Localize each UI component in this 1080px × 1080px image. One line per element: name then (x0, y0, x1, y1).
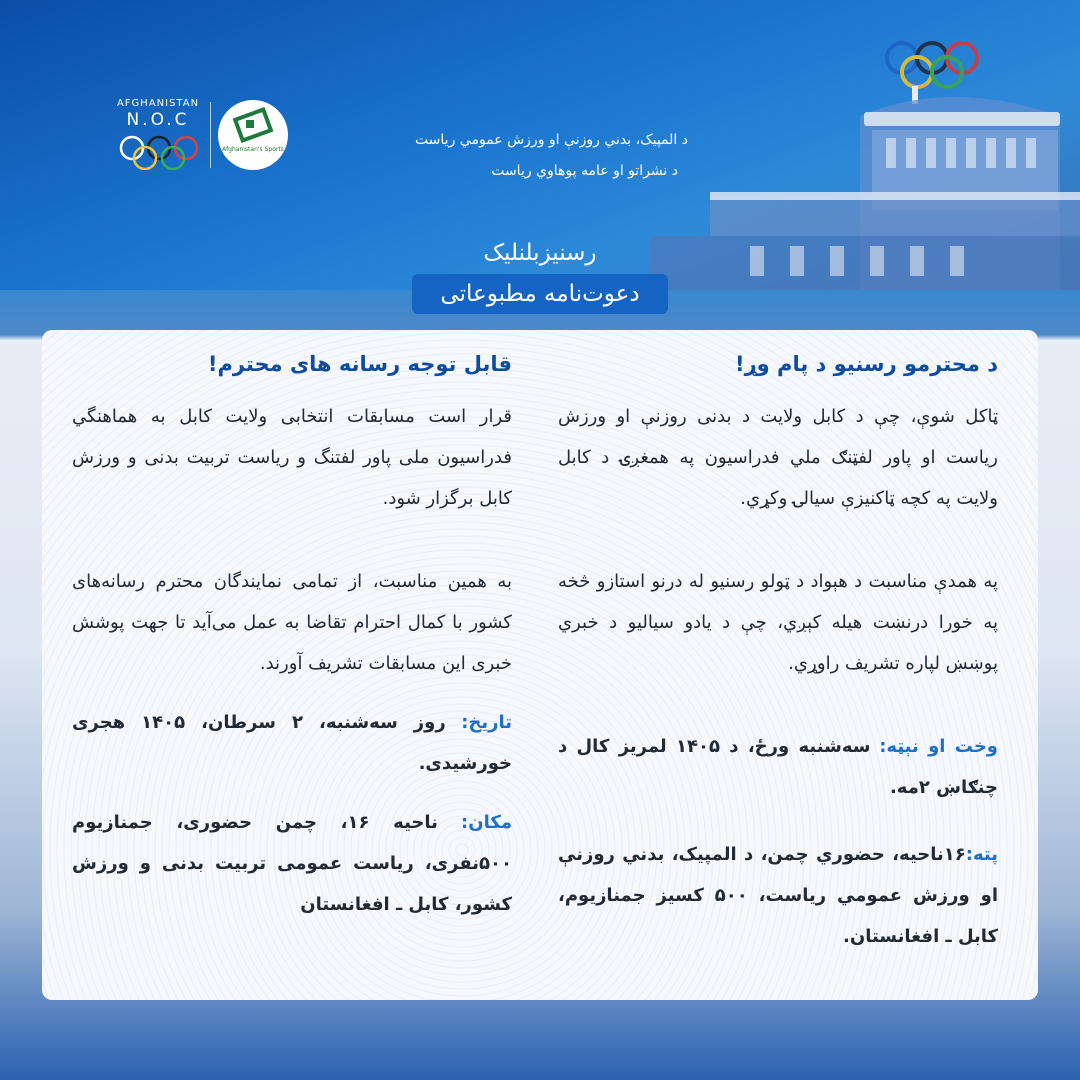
org-name-line-1: د المپیک، بدني روزنې او ورزش عمومي ریاست (414, 132, 688, 148)
pashto-heading: د محترمو رسنیو د پام وړ! (735, 352, 998, 376)
pashto-paragraph-2: په همدې مناسبت د هېواد د ټولو رسنیو له درنو استازو څخه په خورا درنښت هیله کېږي، چې د یادو سیالیو د خبري پوښښ لپاره تشریف راوړي. (558, 571, 998, 674)
dari-place (72, 802, 512, 925)
pashto-time-value: سه‌شنبه ورځ، د ۱۴۰۵ لمریز کال د چنګاښ ۲مه. (558, 736, 998, 798)
pashto-time (558, 726, 998, 808)
pashto-paragraph-1: ټاکل شوې، چې د کابل ولایت د بدنی روزنې او ورزش ریاست او پاور لفټنګ ملي فدراسیون په همغږۍ د کابل ولایت په کچه ټاکنیزې سیالۍ وکړي. (558, 406, 998, 509)
dari-heading: قابل توجه رسانه های محترم! (207, 352, 512, 376)
dari-date-value: روز سه‌شنبه، ۲ سرطان، ۱۴۰۵ هجری خورشیدی. (72, 712, 512, 774)
logo-divider (210, 102, 211, 168)
title-dari: دعوت‌نامه مطبوعاتی (412, 274, 668, 314)
dari-paragraph-2: به همین مناسبت، از تمامی نمایندگان محترم رسانه‌های کشور با کمال احترام تقاضا به عمل می‌آید تا جهت پوشش خبری این مسابقات تشریف آورند. (72, 571, 512, 674)
dari-column (72, 352, 512, 925)
pashto-place-label: پته: (965, 844, 998, 865)
title-banner (412, 234, 668, 314)
noc-logo (108, 98, 208, 178)
noc-name-text: N.O.C (126, 110, 190, 130)
pashto-time-label: وخت او نېټه: (879, 736, 998, 757)
pashto-place-value: ۱۶ناحیه، حضوري چمن، د المپیک، بدني روزنې او ورزش عمومي ریاست، ۵۰۰ کسیز جمنازیوم، کابل ـ افغانستان. (558, 844, 999, 947)
org-name-line-2: د نشراتو او عامه پوهاوي ریاست (491, 163, 678, 179)
content-card (42, 330, 1038, 1000)
dari-place-value: ناحیه ۱۶، چمن حضوری، جمنازیوم ۵۰۰نفری، ریاست عمومی تربیت بدنی و ورزش کشور، کابل ـ افغانستان (72, 812, 512, 915)
dari-paragraph-1: قرار است مسابقات انتخابی ولایت کابل به هماهنگي فدراسیون ملی پاور لفتنگ و ریاست تربیت بدنی و ورزش کابل برگزار شود. (72, 406, 512, 509)
olympic-rings-icon (116, 134, 202, 170)
olympic-building-image (650, 20, 1080, 290)
pashto-column (558, 352, 998, 957)
dari-date (72, 702, 512, 784)
title-pashto: رسنیزبلنلیک (483, 240, 597, 266)
sports-directorate-logo (218, 100, 288, 170)
dari-place-label: مکان: (461, 812, 512, 833)
sports-emblem-icon (218, 100, 288, 146)
pashto-place (558, 834, 998, 957)
sports-logo-caption: Afghanistan's Sports (222, 146, 284, 153)
noc-country-text: AFGHANISTAN (116, 98, 200, 109)
dari-date-label: تاریخ: (461, 712, 512, 733)
